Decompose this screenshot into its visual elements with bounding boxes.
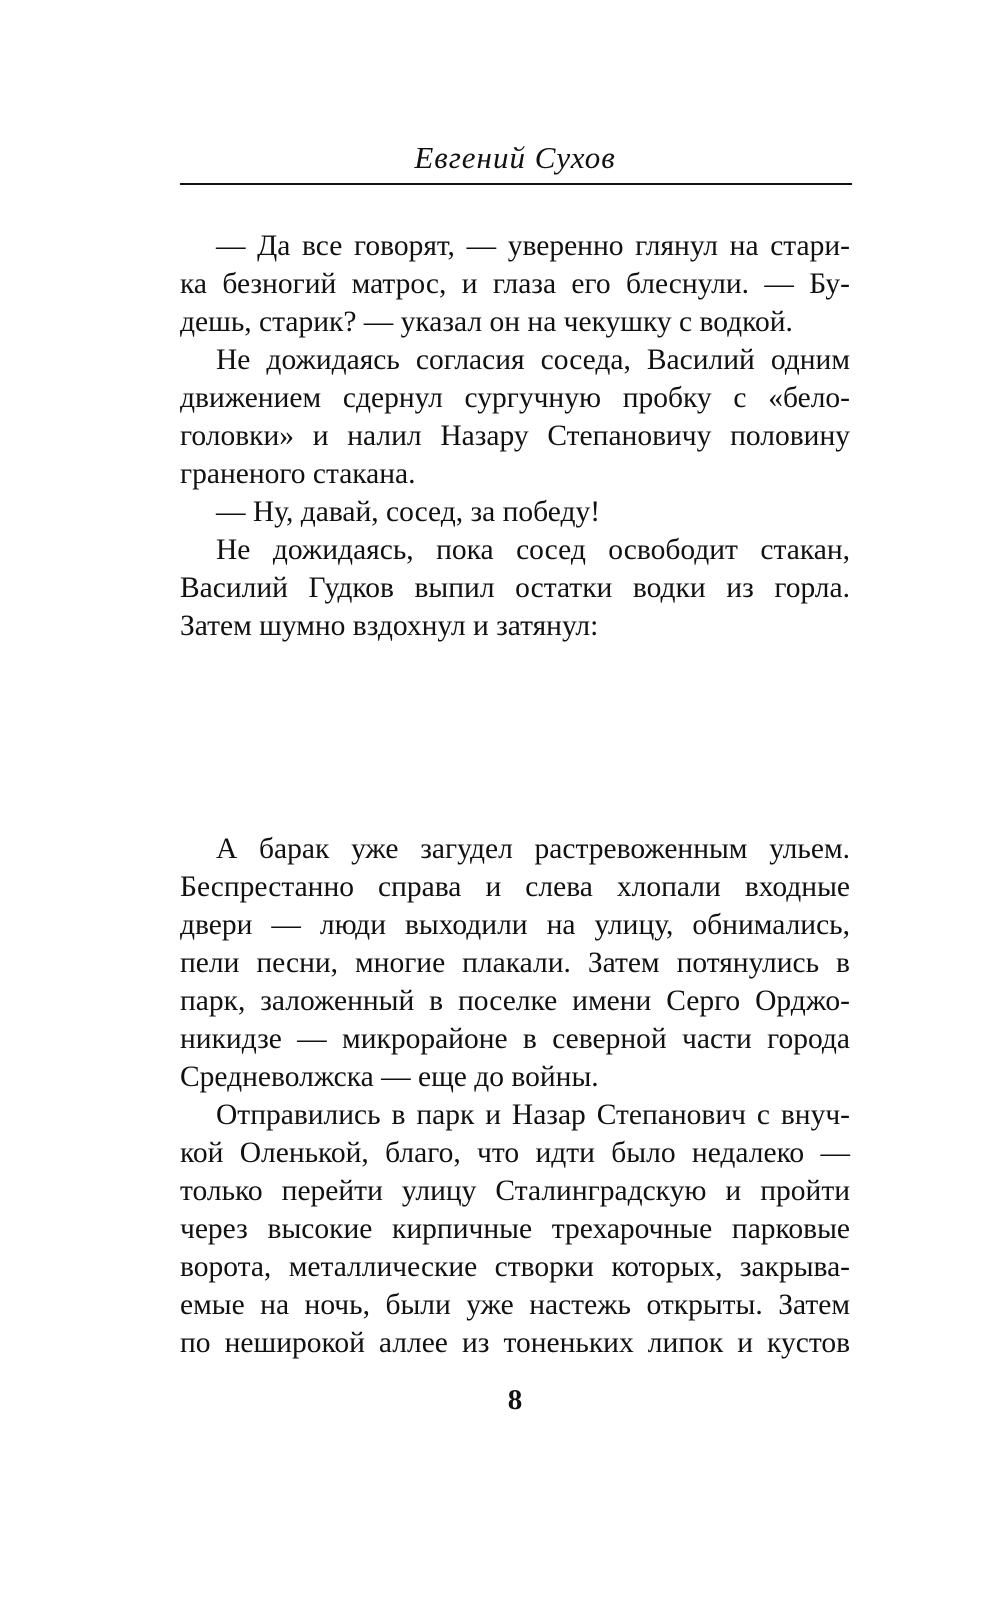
text-line: через высокие кирпичные трехарочные парковые [180, 1213, 850, 1245]
header-rule [180, 183, 852, 185]
text-line: Василий Гудков выпил остатки водки из горла. [180, 572, 850, 604]
text-line: ка безногий матрос, и глаза его блеснули. — Бу- [180, 268, 850, 300]
page-number: 8 [507, 1384, 523, 1416]
text-line: граненого стакана. [180, 458, 416, 490]
text-line: двери — люди выходили на улицу, обнимались, [180, 909, 850, 941]
text-line: только перейти улицу Сталинградскую и пройти [180, 1175, 850, 1207]
text-line: пели песни, многие плакали. Затем потянулись в [180, 947, 850, 979]
text-line: головки» и налил Назару Степановичу половину [180, 420, 850, 452]
text-line: А барак уже загудел растревоженным ульем. [216, 833, 850, 865]
text-line: движением сдернул сургучную пробку с «бело- [180, 382, 850, 414]
text-line: емые на ночь, были уже настежь открыты. Затем [180, 1289, 850, 1321]
text-line: Средневолжска — еще до войны. [180, 1061, 599, 1093]
text-line: Не дожидаясь, пока сосед освободит стакан, [216, 534, 850, 566]
text-line: дешь, старик? — указал он на чекушку с водкой. [180, 306, 793, 338]
text-line: кой Оленькой, благо, что идти было недалеко — [180, 1137, 850, 1169]
running-head: Евгений Сухов [414, 140, 616, 175]
text-line: ворота, металлические створки которых, закрыва- [180, 1251, 850, 1283]
text-line: Отправились в парк и Назар Степанович с внуч- [216, 1099, 850, 1131]
text-line: никидзе — микрорайоне в северной части города [180, 1023, 850, 1055]
text-line: Не дожидаясь согласия соседа, Василий одним [216, 344, 850, 376]
text-line: по неширокой аллее из тоненьких липок и кустов [180, 1327, 850, 1359]
text-line: парк, заложенный в поселке имени Серго Орджо- [180, 985, 850, 1017]
text-line: — Да все говорят, — уверенно глянул на стари- [216, 230, 850, 262]
text-line: — Ну, давай, сосед, за победу! [216, 496, 601, 528]
text-line: Затем шумно вздохнул и затянул: [180, 610, 599, 642]
text-line: Беспрестанно справа и слева хлопали входные [180, 871, 850, 903]
